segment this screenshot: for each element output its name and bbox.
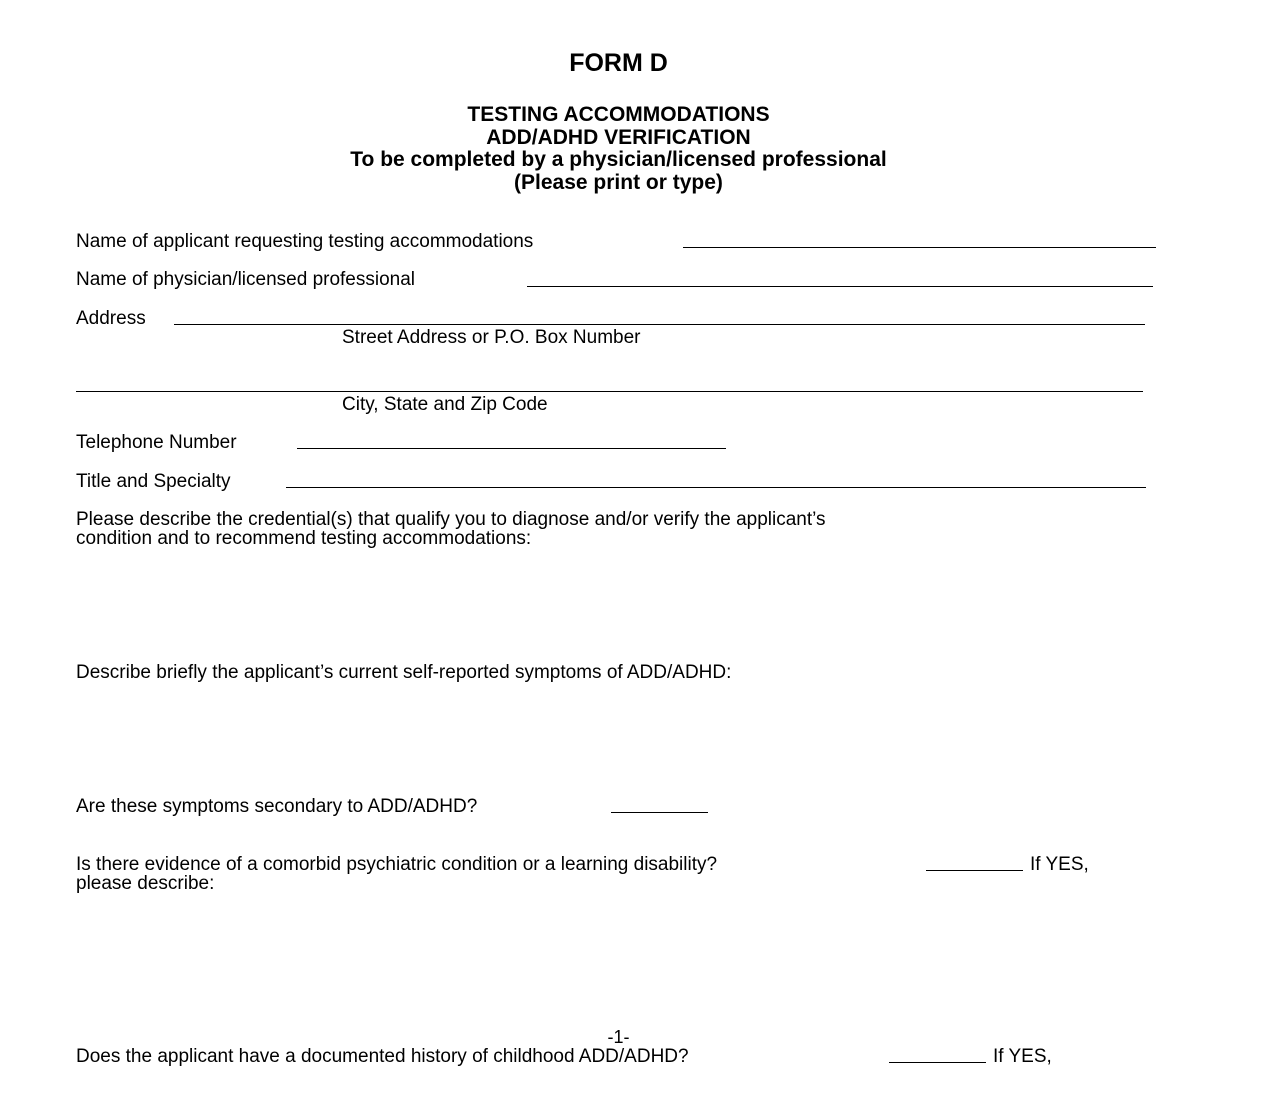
title-specialty-label: Title and Specialty xyxy=(76,471,231,492)
city-state-zip-caption: City, State and Zip Code xyxy=(342,394,548,415)
street-address-caption: Street Address or P.O. Box Number xyxy=(342,327,641,348)
form-title-line-3: To be completed by a physician/licensed professional xyxy=(350,148,887,171)
credentials-question-line-1: Please describe the credential(s) that qualify you to diagnose and/or verify the applicant’s xyxy=(76,509,826,530)
comorbid-if-yes: If YES, xyxy=(1030,854,1089,875)
childhood-question: Does the applicant have a documented history of childhood ADD/ADHD? xyxy=(76,1046,689,1067)
comorbid-answer-field[interactable] xyxy=(926,870,1023,871)
secondary-question: Are these symptoms secondary to ADD/ADHD? xyxy=(76,796,478,817)
credentials-question-line-2: condition and to recommend testing accommodations: xyxy=(76,528,532,549)
telephone-label: Telephone Number xyxy=(76,432,237,453)
comorbid-question-line-2: please describe: xyxy=(76,873,215,894)
form-title-line-2: ADD/ADHD VERIFICATION xyxy=(486,126,751,149)
telephone-field[interactable] xyxy=(297,448,726,449)
symptoms-question: Describe briefly the applicant’s current self-reported symptoms of ADD/ADHD: xyxy=(76,662,732,683)
childhood-if-yes: If YES, xyxy=(993,1046,1052,1067)
childhood-answer-field[interactable] xyxy=(889,1062,986,1063)
comorbid-question: Is there evidence of a comorbid psychiatric condition or a learning disability? xyxy=(76,854,718,875)
address-label: Address xyxy=(76,308,146,329)
form-title-line-4: (Please print or type) xyxy=(514,171,723,194)
professional-name-field[interactable] xyxy=(527,286,1153,287)
page-number: -1- xyxy=(607,1027,630,1047)
applicant-name-label: Name of applicant requesting testing accommodations xyxy=(76,231,534,252)
street-address-field[interactable] xyxy=(174,324,1145,325)
form-title-line-1: TESTING ACCOMMODATIONS xyxy=(467,103,770,126)
applicant-name-field[interactable] xyxy=(683,247,1156,248)
city-state-zip-field[interactable] xyxy=(76,391,1143,392)
professional-name-label: Name of physician/licensed professional xyxy=(76,269,416,290)
secondary-answer-field[interactable] xyxy=(611,812,708,813)
title-specialty-field[interactable] xyxy=(286,487,1146,488)
form-id: FORM D xyxy=(569,49,668,77)
